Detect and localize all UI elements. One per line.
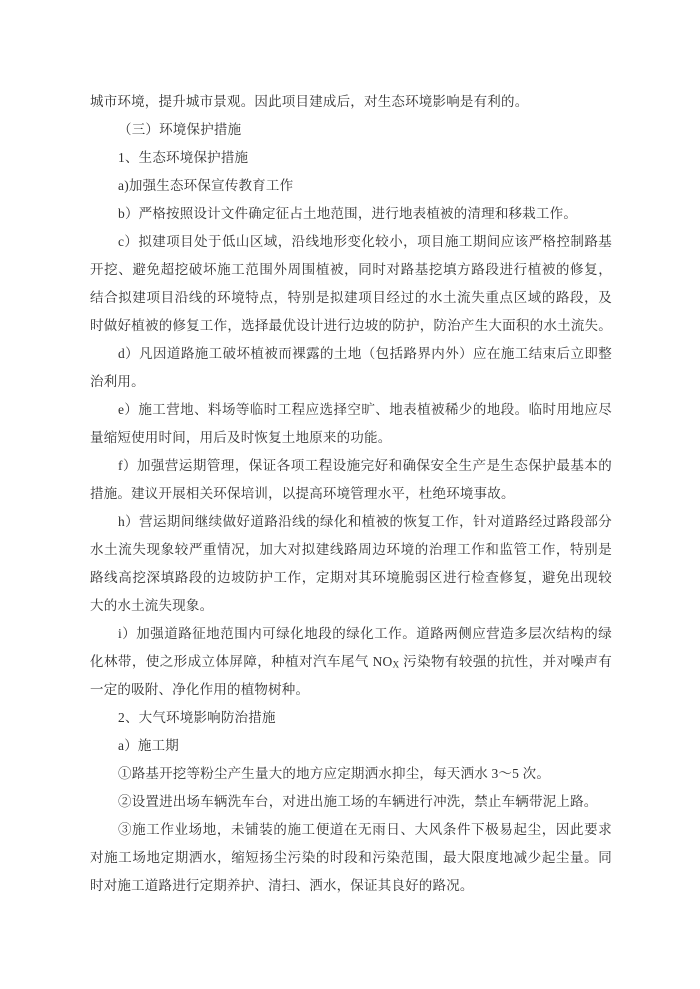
text-line: 路线高挖深填路段的边坡防护工作，定期对其环境脆弱区进行检查修复，避免出现较 <box>90 570 612 585</box>
text-line: 大的水土流失现象。 <box>90 598 214 613</box>
text-line: 治利用。 <box>90 374 145 389</box>
text-line: ①路基开挖等粉尘产生量大的地方应定期洒水抑尘，每天洒水 3～5 次。 <box>118 766 551 781</box>
text-line: 对施工场地定期洒水，缩短扬尘污染的时段和污染范围，最大限度地减少起尘量。同 <box>90 850 612 865</box>
text-line: a)加强生态环保宣传教育工作 <box>118 178 294 193</box>
text-segment: 污染物有较强的抗性，并对噪声有 <box>399 654 612 669</box>
text-line: 一定的吸附、净化作用的植物树种。 <box>90 682 310 697</box>
text-line: 城市环境，提升城市景观。因此项目建成后，对生态环境影响是有利的。 <box>90 94 529 109</box>
text-line: 量缩短使用时间，用后及时恢复土地原来的功能。 <box>90 430 392 445</box>
text-line: 时做好植被的修复工作，选择最优设计进行边坡的防护，防治产生大面积的水土流失。 <box>90 318 612 333</box>
text-line: b）严格按照设计文件确定征占土地范围，进行地表植被的清理和移栽工作。 <box>118 206 578 221</box>
text-line: 措施。建议开展相关环保培训，以提高环境管理水平，杜绝环境事故。 <box>90 486 515 501</box>
text-line: d）凡因道路施工破坏植被而裸露的土地（包括路界内外）应在施工结束后立即整 <box>118 346 612 361</box>
text-line: 时对施工道路进行定期养护、清扫、洒水，保证其良好的路况。 <box>90 878 474 893</box>
text-line: 2、大气环境影响防治措施 <box>118 710 276 725</box>
text-line: e）施工营地、料场等临时工程应选择空旷、地表植被稀少的地段。临时用地应尽 <box>118 402 612 417</box>
subscript-text: X <box>392 659 400 670</box>
text-segment: 化林带，使之形成立体屏障，种植对汽车尾气 NO <box>90 654 393 669</box>
text-line: i）加强道路征地范围内可绿化地段的绿化工作。道路两侧应营造多层次结构的绿 <box>118 626 612 641</box>
text-line: a）施工期 <box>118 738 179 753</box>
document-body <box>90 88 612 900</box>
text-line: 1、生态环境保护措施 <box>118 150 249 165</box>
text-line: 结合拟建项目沿线的环境特点，特别是拟建项目经过的水土流失重点区域的路段，及 <box>90 290 612 305</box>
text-line: f）加强营运期管理，保证各项工程设施完好和确保安全生产是生态保护最基本的 <box>118 458 612 473</box>
text-line: ③施工作业场地，未铺装的施工便道在无雨日、大风条件下极易起尘，因此要求 <box>118 822 612 837</box>
text-line: c）拟建项目处于低山区域，沿线地形变化较小，项目施工期间应该严格控制路基 <box>118 234 612 249</box>
text-line: 水土流失现象较严重情况，加大对拟建线路周边环境的治理工作和监管工作，特别是 <box>90 542 612 557</box>
text-line: ②设置进出场车辆洗车台，对进出施工场的车辆进行冲洗，禁止车辆带泥上路。 <box>118 794 598 809</box>
text-line: 开挖、避免超挖破坏施工范围外周围植被，同时对路基挖填方路段进行植被的修复， <box>90 262 612 277</box>
text-line <box>90 648 612 676</box>
text-line: （三）环境保护措施 <box>118 122 242 137</box>
text-line: h）营运期间继续做好道路沿线的绿化和植被的恢复工作，针对道路经过路段部分 <box>118 514 612 529</box>
